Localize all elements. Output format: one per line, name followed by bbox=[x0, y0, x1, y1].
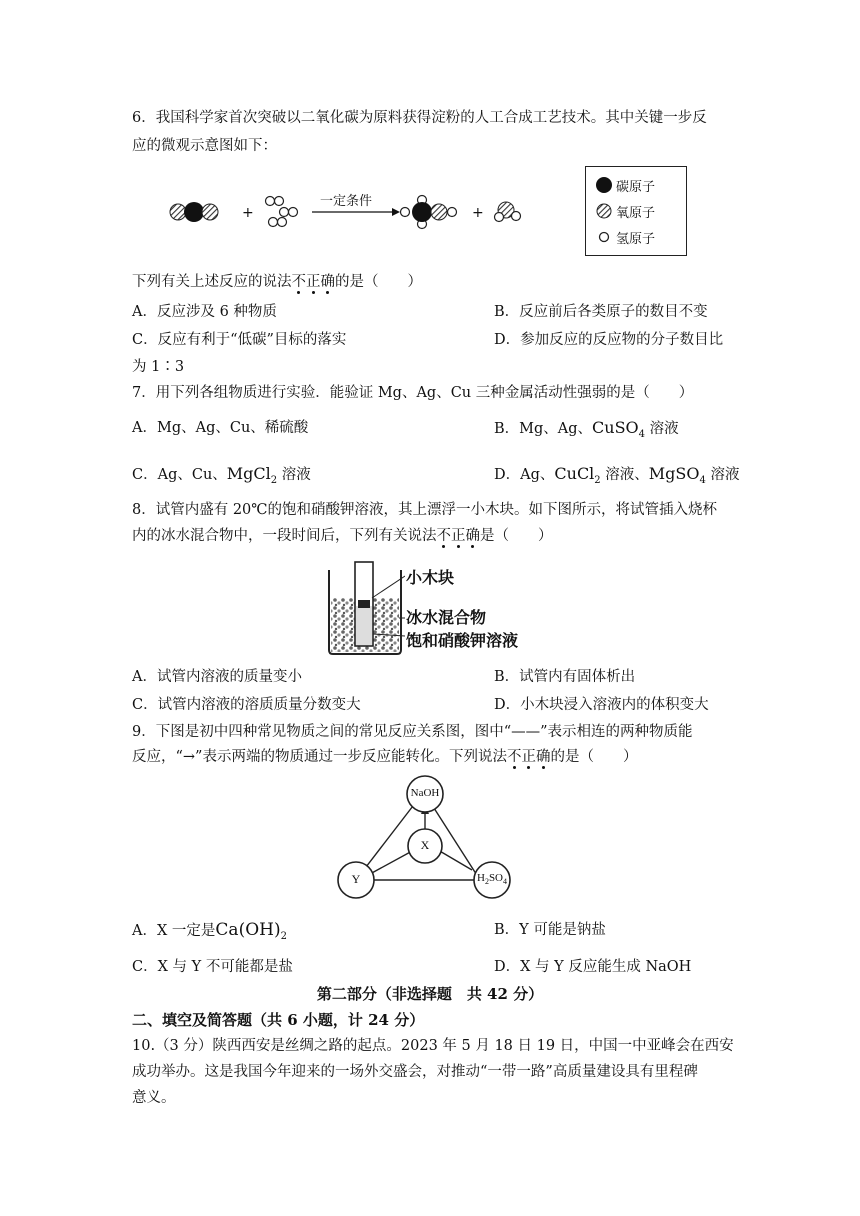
q7-option-a: A．Mg、Ag、Cu、稀硫酸 bbox=[132, 420, 309, 436]
atom-legend bbox=[585, 166, 687, 256]
node-label-h2so4: $H_2SO_4$ bbox=[476, 872, 507, 887]
q6-option-c: C．反应有利于“低碳”目标的落实 bbox=[132, 332, 347, 348]
q6-stem-line2: 应的微观示意图如下： bbox=[132, 138, 277, 154]
q7-option-b: B．Mg、Ag、CuSO$_4$ 溶液 bbox=[494, 418, 679, 440]
h2o-molecule-icon bbox=[495, 202, 521, 222]
svg-text:+: + bbox=[472, 205, 484, 221]
ch3oh-molecule-icon bbox=[401, 196, 457, 229]
svg-text:+: + bbox=[242, 205, 254, 221]
q6-prompt: 下列有关上述反应的说法不正确的是（ ） bbox=[132, 274, 422, 290]
h2-molecules-icon bbox=[266, 197, 298, 227]
legend-label-oxygen: 氧原子 bbox=[616, 205, 656, 221]
q9-option-c: C．X 与 Y 不可能都是盐 bbox=[132, 959, 293, 975]
q6-option-a: A．反应涉及 6 种物质 bbox=[132, 304, 277, 320]
q8-option-b: B．试管内有固体析出 bbox=[494, 669, 636, 685]
q8-beaker-figure bbox=[325, 558, 405, 658]
q6-reaction-diagram bbox=[160, 186, 540, 236]
section2-title: 二、填空及简答题（共 6 小题，计 24 分） bbox=[132, 1011, 425, 1029]
legend-hydrogen bbox=[594, 227, 655, 247]
legend-oxygen bbox=[594, 201, 655, 221]
arrow-label: 一定条件 bbox=[320, 194, 373, 209]
q9-option-d: D．X 与 Y 反应能生成 NaOH bbox=[494, 959, 692, 975]
legend-carbon bbox=[594, 175, 655, 195]
q9-option-a: A．X 一定是$Ca(OH)_2$ bbox=[132, 920, 287, 942]
co2-molecule-icon bbox=[170, 202, 218, 222]
fig-label-solution: 饱和硝酸钾溶液 bbox=[406, 631, 519, 650]
fig-label-wood: 小木块 bbox=[406, 568, 455, 587]
q10-line3: 意义。 bbox=[132, 1090, 176, 1106]
q10-line2: 成功举办。这是我国今年迎来的一场外交盛会，对推动“一带一路”高质量建设具有里程碑 bbox=[132, 1064, 698, 1080]
q7-stem: 7．用下列各组物质进行实验．能验证 Mg、Ag、Cu 三种金属活动性强弱的是（ ） bbox=[132, 385, 694, 401]
q8-option-d: D．小木块浸入溶液内的体积变大 bbox=[494, 697, 709, 713]
node-label-y: Y bbox=[351, 872, 361, 886]
q10-line1: 10.（3 分）陕西西安是丝绸之路的起点。2023 年 5 月 18 日 19 日，中国一中亚峰会在西安 bbox=[132, 1038, 734, 1054]
q8-stem-line1: 8．试管内盛有 20℃的饱和硝酸钾溶液，其上漂浮一小木块。如下图所示，将试管插入烧杯 bbox=[132, 502, 718, 518]
q7-option-c: C．Ag、Cu、MgCl$_2$ 溶液 bbox=[132, 464, 311, 486]
q8-option-c: C．试管内溶液的溶质质量分数变大 bbox=[132, 697, 361, 713]
legend-label-hydrogen: 氢原子 bbox=[616, 231, 656, 247]
q9-option-b: B．Y 可能是钠盐 bbox=[494, 922, 606, 938]
q8-stem-line2: 内的冰水混合物中，一段时间后，下列有关说法不正确是（ ） bbox=[132, 528, 553, 544]
node-label-naoh: NaOH bbox=[410, 787, 440, 799]
q6-stem-line1: 6．我国科学家首次突破以二氧化碳为原料获得淀粉的人工合成工艺技术。其中关键一步反 bbox=[132, 110, 707, 126]
q7-option-d: D．Ag、CuCl$_2$ 溶液、MgSO$_4$ 溶液 bbox=[494, 464, 740, 486]
fig-label-ice-water: 冰水混合物 bbox=[406, 608, 487, 627]
q9-stem-line2: 反应，“→”表示两端的物质通过一步反应能转化。下列说法不正确的是（ ） bbox=[132, 749, 638, 765]
q6-option-b: B．反应前后各类原子的数目不变 bbox=[494, 304, 708, 320]
q8-option-a: A．试管内溶液的质量变小 bbox=[132, 669, 302, 685]
q6-option-d-cont: 为 1∶3 bbox=[132, 359, 185, 375]
q6-option-d: D．参加反应的反应物的分子数目比 bbox=[494, 332, 724, 348]
legend-label-carbon: 碳原子 bbox=[616, 179, 656, 195]
node-label-x: X bbox=[420, 838, 430, 852]
wood-block-icon bbox=[358, 600, 370, 608]
q9-stem-line1: 9．下图是初中四种常见物质之间的常见反应关系图，图中“——”表示相连的两种物质能 bbox=[132, 724, 693, 740]
part2-title: 第二部分（非选择题 共 42 分） bbox=[316, 985, 544, 1003]
